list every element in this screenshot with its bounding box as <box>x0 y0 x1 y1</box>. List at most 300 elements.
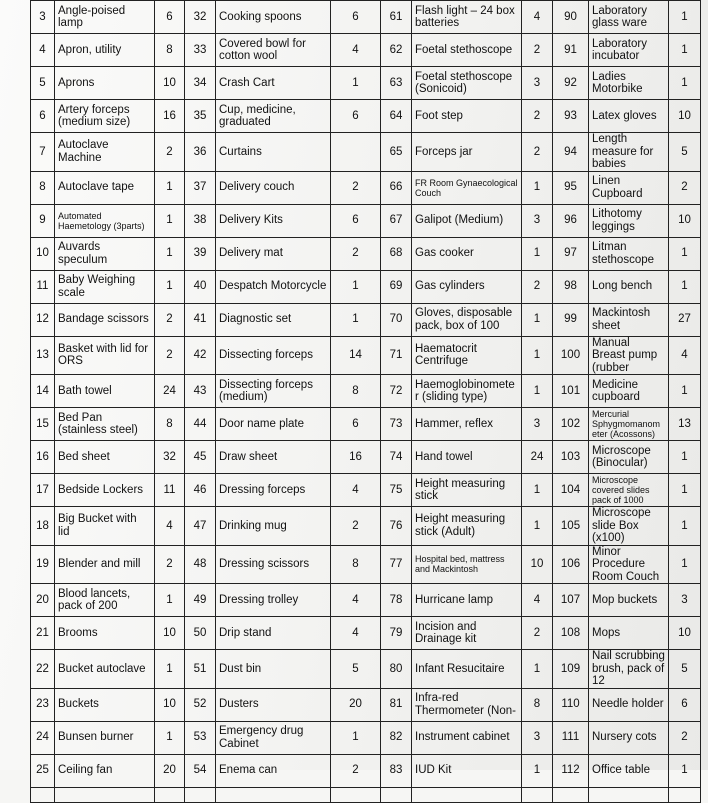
item-quantity: 2 <box>155 133 185 172</box>
item-number: 42 <box>185 336 216 375</box>
item-name: Height measuring stick <box>412 474 522 507</box>
item-number: 79 <box>381 617 412 650</box>
item-number: 83 <box>381 754 412 787</box>
item-name: Haemoglobinometer (sliding type) <box>412 375 522 408</box>
item-number: 82 <box>381 721 412 754</box>
item-name: Medicine cupboard <box>589 375 669 408</box>
item-number: 96 <box>553 204 589 237</box>
item-number: 44 <box>185 408 216 441</box>
item-name: Bed sheet <box>55 441 155 474</box>
item-quantity: 6 <box>155 1 185 34</box>
item-name: Microscope covered slides pack of 1000 <box>589 474 669 507</box>
table-row <box>31 507 701 546</box>
item-quantity: 1 <box>155 171 185 204</box>
item-name: Crash Cart <box>216 67 331 100</box>
item-number: 107 <box>553 584 589 617</box>
item-number: 25 <box>31 754 55 787</box>
item-name: FR Room Gynaecological Couch <box>412 171 522 204</box>
item-number: 52 <box>185 688 216 721</box>
item-quantity: 2 <box>155 336 185 375</box>
item-quantity: 24 <box>155 375 185 408</box>
item-quantity: 1 <box>669 507 701 546</box>
item-quantity: 1 <box>155 584 185 617</box>
item-number: 66 <box>381 171 412 204</box>
item-quantity: 4 <box>522 1 553 34</box>
item-name: Gas cylinders <box>412 270 522 303</box>
table-row <box>31 408 701 441</box>
item-number: 65 <box>381 133 412 172</box>
item-name: Bedside Lockers <box>55 474 155 507</box>
item-quantity: 16 <box>331 441 381 474</box>
item-name: Gloves, disposable pack, box of 100 <box>412 303 522 336</box>
item-name: Flash light – 24 box batteries <box>412 1 522 34</box>
item-quantity: 2 <box>522 34 553 67</box>
item-number: 95 <box>553 171 589 204</box>
item-quantity: 2 <box>669 171 701 204</box>
item-number: 94 <box>553 133 589 172</box>
table-row <box>31 100 701 133</box>
item-number: 18 <box>31 507 55 546</box>
item-quantity: 4 <box>669 336 701 375</box>
table-row <box>31 545 701 584</box>
item-number: 45 <box>185 441 216 474</box>
table-cell-empty <box>381 787 412 802</box>
item-number: 98 <box>553 270 589 303</box>
item-name: Automated Haemetology (3parts) <box>55 204 155 237</box>
item-quantity: 10 <box>522 545 553 584</box>
item-name: Draw sheet <box>216 441 331 474</box>
item-quantity <box>331 133 381 172</box>
item-name: Foetal stethoscope <box>412 34 522 67</box>
item-quantity: 6 <box>331 408 381 441</box>
item-number: 6 <box>31 100 55 133</box>
item-number: 68 <box>381 237 412 270</box>
item-number: 21 <box>31 617 55 650</box>
item-number: 48 <box>185 545 216 584</box>
item-number: 14 <box>31 375 55 408</box>
item-number: 104 <box>553 474 589 507</box>
item-quantity: 1 <box>669 34 701 67</box>
item-name: Dissecting forceps (medium) <box>216 375 331 408</box>
item-quantity: 3 <box>522 408 553 441</box>
item-number: 93 <box>553 100 589 133</box>
item-number: 109 <box>553 650 589 689</box>
item-number: 103 <box>553 441 589 474</box>
table-row <box>31 34 701 67</box>
item-quantity: 1 <box>669 474 701 507</box>
item-quantity: 1 <box>669 237 701 270</box>
item-quantity: 2 <box>155 303 185 336</box>
item-number: 16 <box>31 441 55 474</box>
item-name: Mackintosh sheet <box>589 303 669 336</box>
item-quantity: 1 <box>331 67 381 100</box>
table-cell-empty <box>412 787 522 802</box>
table-row <box>31 474 701 507</box>
item-number: 3 <box>31 1 55 34</box>
item-number: 112 <box>553 754 589 787</box>
table-row <box>31 303 701 336</box>
item-quantity: 11 <box>155 474 185 507</box>
item-quantity: 1 <box>522 507 553 546</box>
item-number: 38 <box>185 204 216 237</box>
item-quantity: 13 <box>669 408 701 441</box>
table-cell-empty <box>185 787 216 802</box>
item-number: 63 <box>381 67 412 100</box>
item-quantity: 6 <box>669 688 701 721</box>
item-name: Hand towel <box>412 441 522 474</box>
item-name: Dusters <box>216 688 331 721</box>
item-name: Dressing forceps <box>216 474 331 507</box>
item-name: Dust bin <box>216 650 331 689</box>
item-quantity: 1 <box>331 303 381 336</box>
table-row <box>31 441 701 474</box>
item-quantity: 16 <box>155 100 185 133</box>
item-quantity: 1 <box>522 650 553 689</box>
table-cell-empty <box>553 787 589 802</box>
item-name: Galipot (Medium) <box>412 204 522 237</box>
item-name: Lithotomy leggings <box>589 204 669 237</box>
item-number: 4 <box>31 34 55 67</box>
item-quantity: 2 <box>522 270 553 303</box>
item-quantity: 1 <box>155 270 185 303</box>
item-quantity: 4 <box>522 584 553 617</box>
item-number: 64 <box>381 100 412 133</box>
item-quantity: 1 <box>522 237 553 270</box>
item-quantity: 1 <box>155 721 185 754</box>
item-number: 91 <box>553 34 589 67</box>
item-name: Buckets <box>55 688 155 721</box>
item-number: 46 <box>185 474 216 507</box>
item-name: Height measuring stick (Adult) <box>412 507 522 546</box>
item-name: Enema can <box>216 754 331 787</box>
item-quantity: 1 <box>669 1 701 34</box>
item-name: Forceps jar <box>412 133 522 172</box>
item-quantity: 20 <box>155 754 185 787</box>
item-quantity: 8 <box>155 408 185 441</box>
table-row <box>31 204 701 237</box>
item-number: 81 <box>381 688 412 721</box>
item-name: Length measure for babies <box>589 133 669 172</box>
item-number: 61 <box>381 1 412 34</box>
item-name: Dressing trolley <box>216 584 331 617</box>
item-number: 10 <box>31 237 55 270</box>
item-quantity: 4 <box>331 617 381 650</box>
item-number: 78 <box>381 584 412 617</box>
item-number: 53 <box>185 721 216 754</box>
item-quantity: 20 <box>331 688 381 721</box>
item-quantity: 2 <box>669 721 701 754</box>
item-number: 47 <box>185 507 216 546</box>
item-quantity: 5 <box>331 650 381 689</box>
table-row <box>31 67 701 100</box>
item-quantity: 1 <box>522 754 553 787</box>
item-quantity: 8 <box>331 545 381 584</box>
item-number: 62 <box>381 34 412 67</box>
item-number: 39 <box>185 237 216 270</box>
item-name: Infra-red Thermometer (Non- <box>412 688 522 721</box>
item-number: 70 <box>381 303 412 336</box>
item-quantity: 6 <box>331 1 381 34</box>
item-name: Covered bowl for cotton wool <box>216 34 331 67</box>
item-name: Gas cooker <box>412 237 522 270</box>
item-number: 20 <box>31 584 55 617</box>
item-quantity: 1 <box>669 270 701 303</box>
item-name: Needle holder <box>589 688 669 721</box>
item-quantity: 1 <box>669 754 701 787</box>
item-name: Ladies Motorbike <box>589 67 669 100</box>
item-quantity: 1 <box>669 375 701 408</box>
item-number: 71 <box>381 336 412 375</box>
item-number: 67 <box>381 204 412 237</box>
item-name: Auvards speculum <box>55 237 155 270</box>
item-name: Drinking mug <box>216 507 331 546</box>
item-name: Long bench <box>589 270 669 303</box>
item-quantity: 27 <box>669 303 701 336</box>
item-name: Foetal stethoscope (Sonicoid) <box>412 67 522 100</box>
item-name: Ceiling fan <box>55 754 155 787</box>
item-quantity: 10 <box>669 100 701 133</box>
table-row-partial-bottom <box>31 787 701 802</box>
item-quantity: 1 <box>331 721 381 754</box>
item-number: 76 <box>381 507 412 546</box>
item-number: 51 <box>185 650 216 689</box>
item-name: Brooms <box>55 617 155 650</box>
item-number: 110 <box>553 688 589 721</box>
item-name: Foot step <box>412 100 522 133</box>
table-row <box>31 133 701 172</box>
table-cell-empty <box>155 787 185 802</box>
item-number: 50 <box>185 617 216 650</box>
item-number: 101 <box>553 375 589 408</box>
item-quantity: 24 <box>522 441 553 474</box>
table-row <box>31 650 701 689</box>
item-quantity: 6 <box>331 204 381 237</box>
item-number: 111 <box>553 721 589 754</box>
item-quantity: 10 <box>669 617 701 650</box>
inventory-table <box>30 0 701 803</box>
item-number: 41 <box>185 303 216 336</box>
item-number: 7 <box>31 133 55 172</box>
item-number: 75 <box>381 474 412 507</box>
item-number: 34 <box>185 67 216 100</box>
item-quantity: 10 <box>155 688 185 721</box>
item-name: Autoclave Machine <box>55 133 155 172</box>
item-name: Drip stand <box>216 617 331 650</box>
item-quantity: 1 <box>669 545 701 584</box>
item-quantity: 2 <box>522 133 553 172</box>
item-number: 105 <box>553 507 589 546</box>
table-cell-empty <box>331 787 381 802</box>
item-quantity: 3 <box>669 584 701 617</box>
item-number: 37 <box>185 171 216 204</box>
table-row <box>31 584 701 617</box>
item-number: 13 <box>31 336 55 375</box>
item-name: Hospital bed, mattress and Mackintosh <box>412 545 522 584</box>
item-number: 100 <box>553 336 589 375</box>
item-name: Delivery Kits <box>216 204 331 237</box>
item-name: Microscope (Binocular) <box>589 441 669 474</box>
table-row <box>31 375 701 408</box>
item-quantity: 1 <box>155 237 185 270</box>
item-number: 73 <box>381 408 412 441</box>
item-quantity: 1 <box>155 650 185 689</box>
item-quantity: 6 <box>331 100 381 133</box>
item-number: 23 <box>31 688 55 721</box>
table-row <box>31 336 701 375</box>
table-row <box>31 688 701 721</box>
item-name: Hurricane lamp <box>412 584 522 617</box>
item-number: 11 <box>31 270 55 303</box>
item-number: 12 <box>31 303 55 336</box>
item-number: 97 <box>553 237 589 270</box>
item-name: Haematocrit Centrifuge <box>412 336 522 375</box>
item-name: Microscope slide Box (x100) <box>589 507 669 546</box>
item-name: Nail scrubbing brush, pack of 12 <box>589 650 669 689</box>
item-name: Laboratory incubator <box>589 34 669 67</box>
item-quantity: 8 <box>522 688 553 721</box>
item-name: Mop buckets <box>589 584 669 617</box>
item-name: Latex gloves <box>589 100 669 133</box>
item-quantity: 10 <box>155 67 185 100</box>
item-quantity: 2 <box>331 507 381 546</box>
item-quantity: 10 <box>669 204 701 237</box>
item-name: Manual Breast pump (rubber <box>589 336 669 375</box>
item-name: Blood lancets, pack of 200 <box>55 584 155 617</box>
item-number: 108 <box>553 617 589 650</box>
item-number: 40 <box>185 270 216 303</box>
item-name: Mercurial Sphygmomanometer (Acossons) <box>589 408 669 441</box>
item-quantity: 1 <box>522 336 553 375</box>
item-quantity: 2 <box>331 237 381 270</box>
item-number: 77 <box>381 545 412 584</box>
item-quantity: 2 <box>155 545 185 584</box>
item-name: Cup, medicine, graduated <box>216 100 331 133</box>
table-row <box>31 1 701 34</box>
item-name: Baby Weighing scale <box>55 270 155 303</box>
item-quantity: 4 <box>331 474 381 507</box>
item-number: 69 <box>381 270 412 303</box>
item-number: 49 <box>185 584 216 617</box>
item-quantity: 32 <box>155 441 185 474</box>
item-quantity: 1 <box>522 375 553 408</box>
item-quantity: 1 <box>522 474 553 507</box>
item-number: 72 <box>381 375 412 408</box>
item-name: Delivery mat <box>216 237 331 270</box>
item-name: Curtains <box>216 133 331 172</box>
item-number: 106 <box>553 545 589 584</box>
item-quantity: 8 <box>331 375 381 408</box>
item-name: Instrument cabinet <box>412 721 522 754</box>
item-quantity: 5 <box>669 133 701 172</box>
item-name: Delivery couch <box>216 171 331 204</box>
item-number: 80 <box>381 650 412 689</box>
item-number: 43 <box>185 375 216 408</box>
item-name: Despatch Motorcycle <box>216 270 331 303</box>
item-name: Linen Cupboard <box>589 171 669 204</box>
item-quantity: 1 <box>669 441 701 474</box>
item-number: 15 <box>31 408 55 441</box>
item-name: Bunsen burner <box>55 721 155 754</box>
item-name: Apron, utility <box>55 34 155 67</box>
table-row <box>31 754 701 787</box>
table-row <box>31 617 701 650</box>
item-number: 35 <box>185 100 216 133</box>
table-cell-empty <box>522 787 553 802</box>
item-quantity: 2 <box>522 617 553 650</box>
item-name: Artery forceps (medium size) <box>55 100 155 133</box>
item-quantity: 4 <box>155 507 185 546</box>
item-name: Office table <box>589 754 669 787</box>
item-name: Door name plate <box>216 408 331 441</box>
item-number: 92 <box>553 67 589 100</box>
item-number: 22 <box>31 650 55 689</box>
table-row <box>31 237 701 270</box>
item-name: Blender and mill <box>55 545 155 584</box>
item-quantity: 4 <box>331 584 381 617</box>
item-number: 90 <box>553 1 589 34</box>
item-name: Nursery cots <box>589 721 669 754</box>
item-name: Bucket autoclave <box>55 650 155 689</box>
item-quantity: 3 <box>522 721 553 754</box>
item-quantity: 4 <box>331 34 381 67</box>
item-name: Minor Procedure Room Couch <box>589 545 669 584</box>
table-row <box>31 270 701 303</box>
item-name: Litman stethoscope <box>589 237 669 270</box>
item-name: Mops <box>589 617 669 650</box>
item-quantity: 14 <box>331 336 381 375</box>
item-number: 102 <box>553 408 589 441</box>
item-number: 17 <box>31 474 55 507</box>
item-name: Cooking spoons <box>216 1 331 34</box>
table-cell-empty <box>216 787 331 802</box>
item-quantity: 3 <box>522 204 553 237</box>
item-number: 54 <box>185 754 216 787</box>
table-cell-empty <box>669 787 701 802</box>
item-number: 33 <box>185 34 216 67</box>
table-row <box>31 171 701 204</box>
item-name: Basket with lid for ORS <box>55 336 155 375</box>
item-name: Big Bucket with lid <box>55 507 155 546</box>
item-name: Bath towel <box>55 375 155 408</box>
item-name: IUD Kit <box>412 754 522 787</box>
item-quantity: 2 <box>522 100 553 133</box>
item-quantity: 1 <box>331 270 381 303</box>
item-quantity: 1 <box>522 171 553 204</box>
table-cell-empty <box>589 787 669 802</box>
item-name: Dissecting forceps <box>216 336 331 375</box>
item-quantity: 1 <box>522 303 553 336</box>
item-number: 5 <box>31 67 55 100</box>
item-quantity: 2 <box>331 754 381 787</box>
item-number: 8 <box>31 171 55 204</box>
item-name: Autoclave tape <box>55 171 155 204</box>
item-quantity: 5 <box>669 650 701 689</box>
item-name: Infant Resucitaire <box>412 650 522 689</box>
item-name: Incision and Drainage kit <box>412 617 522 650</box>
item-number: 99 <box>553 303 589 336</box>
item-name: Bandage scissors <box>55 303 155 336</box>
item-name: Laboratory glass ware <box>589 1 669 34</box>
item-quantity: 8 <box>155 34 185 67</box>
item-name: Angle-poised lamp <box>55 1 155 34</box>
item-number: 24 <box>31 721 55 754</box>
item-quantity: 1 <box>669 67 701 100</box>
item-quantity: 3 <box>522 67 553 100</box>
table-row <box>31 721 701 754</box>
item-name: Bed Pan (stainless steel) <box>55 408 155 441</box>
item-number: 36 <box>185 133 216 172</box>
item-number: 9 <box>31 204 55 237</box>
